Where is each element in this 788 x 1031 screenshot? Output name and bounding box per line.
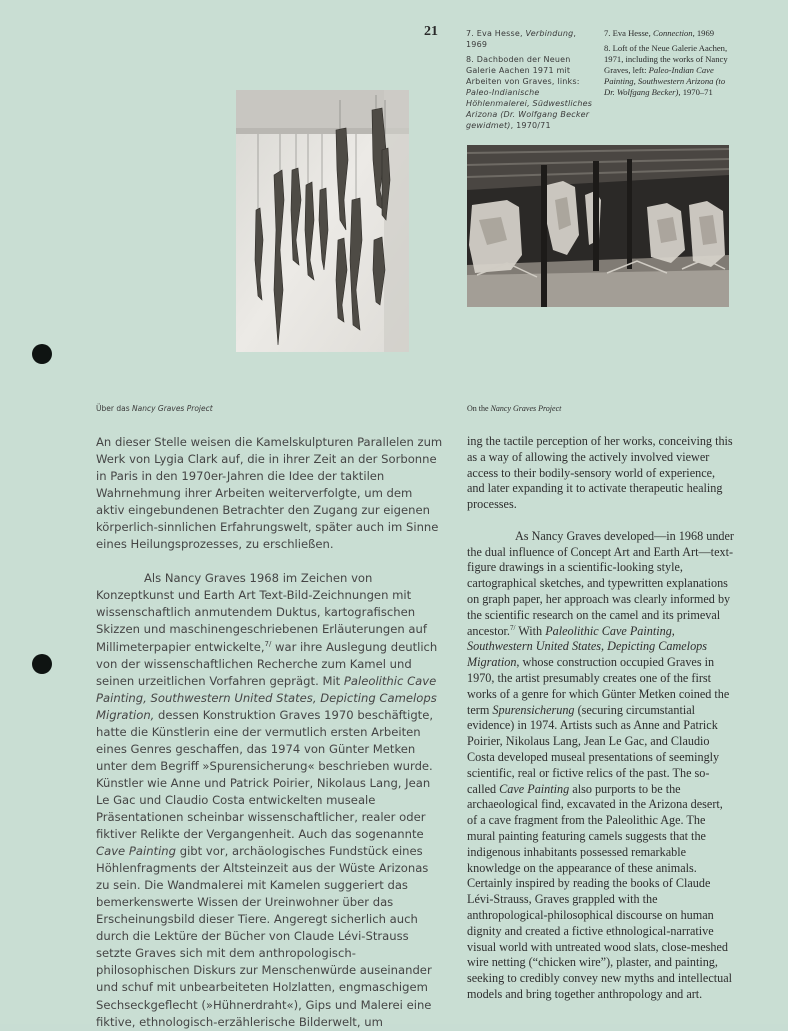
caption-en-fig7: 7. Eva Hesse, Connection, 1969 (604, 28, 715, 38)
body-text-german (96, 434, 444, 1031)
photo-hanging-sculpture (236, 90, 409, 352)
paragraph-en-1: ing the tactile perception of her works, conceiving this as a way of allowing the actively involved viewer access to their bodily-sensory world of experience, and later expanding it to activate therapeutic healing processes. (467, 434, 733, 512)
hanging-sculpture-image (236, 90, 409, 352)
caption-english (604, 28, 734, 102)
running-head-english: On the Nancy Graves Project (467, 404, 562, 413)
paragraph-de-1: An dieser Stelle weisen die Kamelskulpturen Parallelen zum Werk von Lygia Clark auf, die in ihrer Zeit an der Sorbonne in Paris in den 1970er-Jahren die Idee der taktilen Wahrnehmung ihrer Arbeiten weiterverfolgte, um dem aktiv eingebundenen Betrachter den Zugang zur eigenen körperlich-sinnlichen Erfahrungswelt, später auch im Sinne eines Heilungsprozesses, zu erschließen. (96, 435, 443, 552)
footnote-ref: 7/ (509, 623, 516, 632)
caption-en-fig8: 8. Loft of the Neue Galerie Aachen, 1971, including the works of Nancy Graves, left: Paleo-Indian Cave Painting, Southwestern Arizona (to Dr. Wolfgang Becker), 1970–71 (604, 43, 728, 97)
gallery-loft-image (467, 145, 729, 307)
paragraph-en-2: As Nancy Graves developed—in 1968 under the dual influence of Concept Art and Earth Art—text-figure drawings in a scientific-looking style, cartographical sketches, and typewritten explanations on graph paper, her approach was clearly informed by the scientific research on the camel and its primeval ancestor.$^{7/}$ With Paleolithic Cave Painting, Southwestern United States, Depicting Camelops Migration, whose construction occupied Graves in 1970, the artist presumably creates one of the first works of a genre for which Günter Metken coined the term Spurensicherung (securing circumstantial evidence) in 1974. Artists such as Anne and Patrick Poirier, Nikolaus Lang, Jean Le Gac, and Claudio Costa developed museal presentations of seemingly scientific, real or fictive relics of the past. The so-called Cave Painting also purports to be the archaeological find, excavated in the Arizona desert, of a cave fragment from the Paleolithic Age. The mural painting featuring camels suggests that the indigenous inhabitants possessed remarkable knowledge on the appearance of these animals. Certainly inspired by reading the books of Claude Lévi-Strauss, Graves grappled with the anthropological-philosophical discourse on human dignity and created a fictive ethnological-narrative visual world with untreated wood slats, close-meshed wire netting (“chicken wire”), plaster, and painting, seeking to credibly convey new myths and intellectual models and bring together anthropology and art. (467, 528, 734, 1001)
paragraph-de-2: Als Nancy Graves 1968 im Zeichen von Konzeptkunst und Earth Art Text-Bild-Zeichnungen mit wissenschaftlich anmutendem Duktus, kartografischen Skizzen und maschinengeschriebenen Erläuterungen auf Millimeterpapier entwickelte,$^{7/}$ war ihre Auslegung deutlich von der wissenschaftlichen Recherche zum Kamel und seinen urzeitlichen Vorfahren geprägt. Mit Paleolithic Cave Painting, Southwestern United States, Depicting Camelops Migration, dessen Konstruktion Graves 1970 beschäftigte, hatte die Künstlerin eine der vermutlich ersten Arbeiten eines Genres geschaffen, das 1974 von Günter Metken unter dem Begriff »Spurensicherung« beschrieben wurde. Künstler wie Anne und Patrick Poirier, Nikolaus Lang, Jean Le Gac und Claudio Costa entwickelten museale Präsentationen scheinbar wissenschaftlicher, realer oder fiktiver Relikte der Vergangenheit. Auch das sogenannte Cave Painting gibt vor, archäologisches Fundstück eines Höhlenfragments der Altsteinzeit aus der Wüste Arizonas zu sein. Die Wandmalerei mit Kamelen suggeriert das bemerkenswerte Wissen der Ureinwohner über das Erscheinungsbild dieser Tiere. Angeregt sicherlich auch durch die Lektüre der Bücher von Claude Lévi-Strauss setzte Graves sich mit dem anthropologisch-philosophischen Diskurs zur Menschenwürde auseinander und schuf mit unbearbeiteten Holzlatten, engmaschigem Sechseckgeflecht (»Hühnerdraht«), Gips und Malerei eine fiktive, ethnologisch-erzählerische Bilderwelt, um (96, 571, 438, 1029)
photo-gallery-loft (467, 145, 729, 307)
binder-hole-top (32, 344, 52, 364)
caption-de-fig8: 8. Dachboden der Neuen Galerie Aachen 1971 mit Arbeiten von Graves, links: Paleo-Indianische Höhlenmalerei, Südwestliches Arizona (Dr. Wolfgang Becker gewidmet), 1970/71 (466, 55, 593, 130)
binder-hole-bottom (32, 654, 52, 674)
caption-de-fig7: 7. Eva Hesse, Verbindung, 1969 (466, 29, 577, 49)
caption-german (466, 28, 596, 135)
body-text-english (467, 434, 735, 1003)
page-number: 21 (424, 24, 438, 39)
footnote-ref: 7/ (264, 639, 272, 648)
running-head-german: Über das Nancy Graves Project (96, 404, 213, 413)
